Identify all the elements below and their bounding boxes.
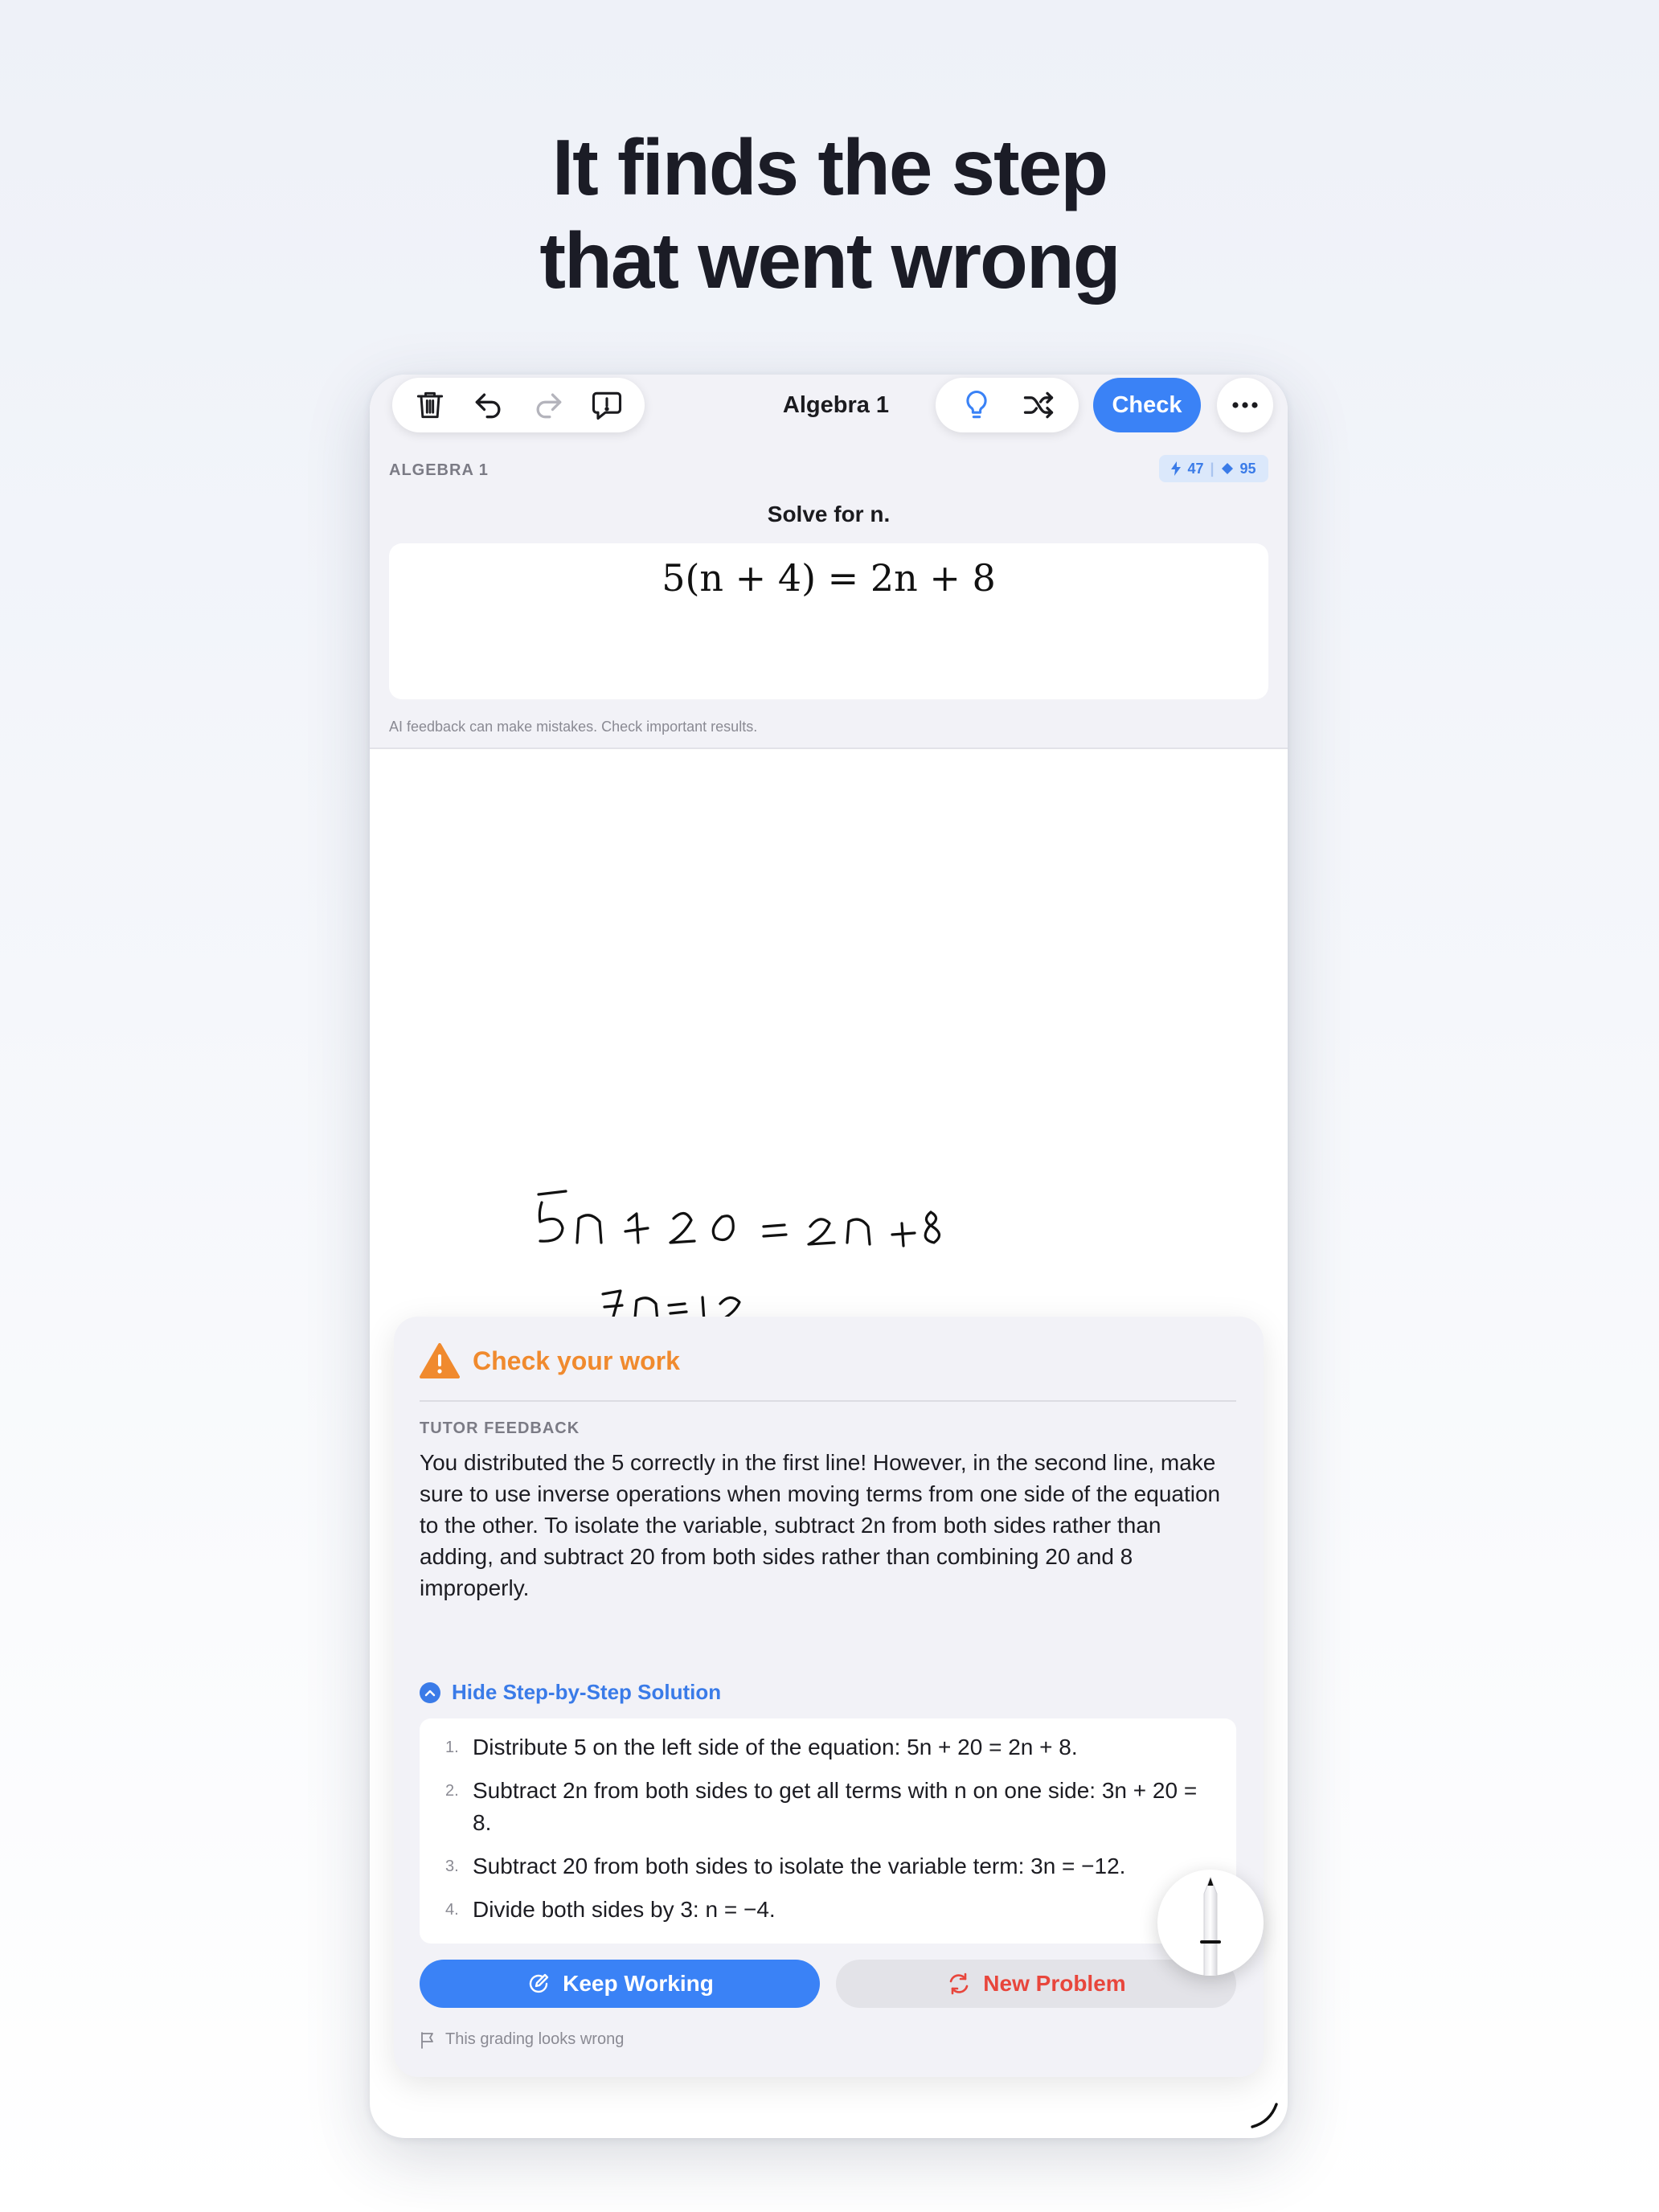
step-number: 4. [445, 1901, 459, 1919]
pencil-tool-button[interactable] [1157, 1870, 1264, 1976]
tutor-feedback-text: You distributed the 5 correctly in the first line! However, in the second line, make sure to use inverse operations when moving terms from one side of the equation to the other. To isolate the variable, subtract 2n from both sides rather than adding, and subtract 20 from both sides rather than combining 20 and 8 improperly. [420, 1450, 1221, 1600]
more-button[interactable] [1217, 378, 1273, 432]
flag-icon [420, 2031, 436, 2049]
handwriting-line-1 [539, 1191, 940, 1246]
lightning-icon [1171, 461, 1181, 476]
step-number: 3. [445, 1858, 459, 1875]
tutor-feedback-label: TUTOR FEEDBACK [420, 1419, 580, 1437]
headline-line-1: It finds the step [551, 123, 1108, 211]
problem-equation: 5(n + 4) = 2n + 8 [662, 556, 996, 600]
gem-count: 95 [1239, 460, 1256, 477]
refresh-icon [946, 1971, 972, 1997]
warning-icon [420, 1342, 460, 1379]
streak-count: 47 [1187, 460, 1204, 477]
new-problem-button[interactable] [836, 1960, 1236, 2008]
step-text: Distribute 5 on the left side of the equation: 5n + 20 = 2n + 8. [473, 1735, 1078, 1759]
hide-solution-label: Hide Step-by-Step Solution [452, 1680, 722, 1704]
step-text: Subtract 20 from both sides to isolate the variable term: 3n = −12. [473, 1854, 1126, 1878]
stats-badge [1159, 455, 1268, 482]
solution-step [445, 1731, 1201, 1763]
problem-card [389, 543, 1268, 699]
solution-step [445, 1850, 1201, 1882]
tablet-screen [370, 375, 1288, 2138]
stats-divider: | [1210, 460, 1215, 477]
undo-button[interactable] [465, 381, 513, 429]
pencil-icon [1157, 1870, 1264, 1976]
keep-working-label: Keep Working [563, 1971, 714, 1996]
problem-prompt: Solve for n. [767, 502, 891, 526]
solution-step [445, 1775, 1201, 1839]
chevron-up-icon [420, 1682, 440, 1703]
report-grading-link[interactable] [420, 2030, 624, 2049]
redo-icon [530, 387, 566, 423]
shuffle-button[interactable] [1014, 381, 1063, 429]
hint-button[interactable] [952, 381, 1001, 429]
redo-button[interactable] [524, 381, 572, 429]
keep-working-button[interactable] [420, 1960, 820, 2008]
feedback-divider [420, 1400, 1236, 1402]
solution-steps [420, 1718, 1236, 1944]
feedback-header [420, 1341, 680, 1381]
step-text: Divide both sides by 3: n = −4. [473, 1897, 776, 1922]
trash-icon [412, 387, 448, 423]
shuffle-icon [1021, 387, 1056, 423]
headline [0, 121, 1659, 307]
assist-toolbar [936, 378, 1079, 432]
report-bubble-icon [589, 387, 625, 423]
ai-disclaimer: AI feedback can make mistakes. Check important results. [389, 719, 758, 735]
problem-header [370, 375, 1288, 749]
handwriting-strokes [370, 749, 1288, 1392]
new-problem-label: New Problem [983, 1971, 1126, 1996]
nav-title: Algebra 1 [782, 392, 890, 418]
gem-icon [1221, 462, 1234, 475]
course-label: ALGEBRA 1 [389, 461, 489, 479]
feedback-sheet [394, 1317, 1264, 2077]
report-grading-label: This grading looks wrong [445, 2030, 625, 2048]
more-icon [1229, 400, 1261, 410]
headline-line-2: that went wrong [539, 216, 1120, 305]
step-number: 2. [445, 1782, 459, 1800]
corner-stroke-mark [1249, 2099, 1281, 2132]
undo-icon [471, 387, 506, 423]
feedback-title: Check your work [473, 1346, 680, 1375]
solution-step [445, 1894, 1201, 1926]
step-number: 1. [445, 1739, 459, 1756]
edit-circle-icon [526, 1971, 551, 1997]
step-text: Subtract 2n from both sides to get all terms with n on one side: 3n + 20 = 8. [473, 1778, 1198, 1835]
hide-solution-toggle[interactable] [420, 1680, 721, 1705]
edit-toolbar [392, 378, 645, 432]
check-button[interactable]: Check [1093, 378, 1201, 432]
trash-button[interactable] [406, 381, 454, 429]
hint-lightbulb-icon [959, 387, 994, 423]
report-button[interactable] [583, 381, 631, 429]
